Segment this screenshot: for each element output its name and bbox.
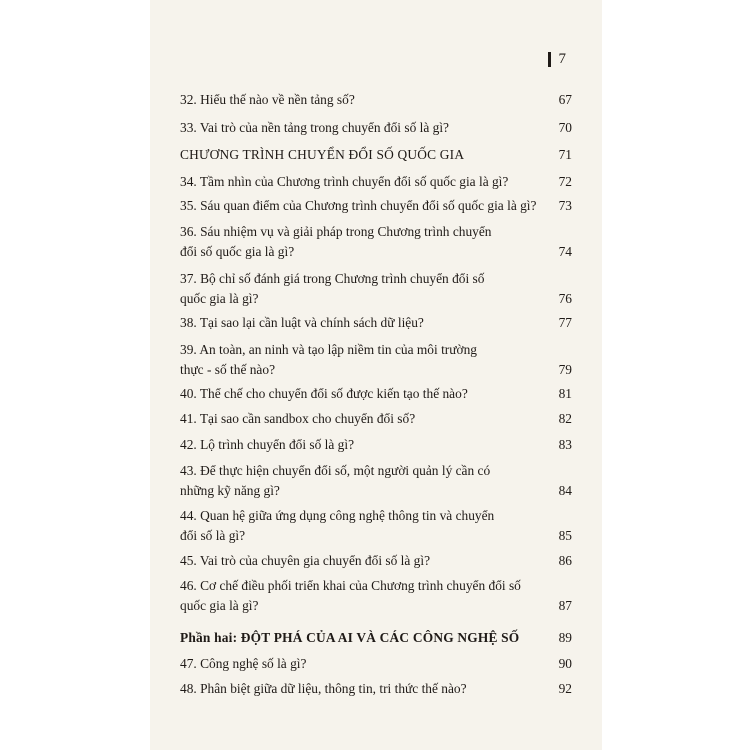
toc-entry (180, 90, 572, 110)
toc-entry (180, 435, 572, 455)
toc-entry-page: 76 (558, 291, 572, 306)
toc-entry-page: 89 (558, 630, 572, 645)
toc-entry (180, 172, 572, 192)
toc-entry-page: 81 (558, 386, 572, 401)
toc-entry-title: 46. Cơ chế điều phối triển khai của Chương trình chuyển đổi số quốc gia là gì? (180, 578, 521, 613)
toc-entry-page: 82 (558, 411, 572, 426)
toc-entry (180, 551, 572, 571)
page-number-text: 7 (558, 51, 566, 67)
toc-entry-title: Phần hai: ĐỘT PHÁ CỦA AI VÀ CÁC CÔNG NGHỆ SỐ (180, 630, 520, 645)
toc-entry-page: 72 (558, 174, 572, 189)
toc-entry (180, 506, 572, 546)
toc-entry (180, 384, 572, 404)
toc-entry (180, 654, 572, 674)
toc-entry-title: 42. Lộ trình chuyển đổi số là gì? (180, 437, 355, 452)
toc-entry-page: 85 (558, 528, 572, 543)
toc-entry-page: 70 (558, 120, 572, 135)
toc-entry-page: 84 (558, 483, 572, 498)
toc-entry-title: 34. Tầm nhìn của Chương trình chuyển đổi số quốc gia là gì? (180, 174, 509, 189)
toc-entry (180, 118, 572, 138)
toc-entry-page: 92 (558, 681, 572, 696)
toc-entry-title: 48. Phân biệt giữa dữ liệu, thông tin, tri thức thế nào? (180, 681, 467, 696)
toc-entry-title: 32. Hiểu thế nào về nền tảng số? (180, 92, 355, 107)
toc-entry-title: 43. Để thực hiện chuyển đổi số, một người quản lý cần có những kỹ năng gì? (180, 463, 491, 498)
toc-entry-page: 90 (558, 656, 572, 671)
toc-entry (180, 313, 572, 333)
toc-section-heading (180, 145, 572, 165)
toc-entry-page: 74 (558, 244, 572, 259)
toc-entry (180, 461, 572, 501)
toc-entry-title: 40. Thể chế cho chuyển đổi số được kiến tạo thế nào? (180, 386, 468, 401)
toc-entry-page: 79 (558, 362, 572, 377)
toc-entry-title: 41. Tại sao cần sandbox cho chuyển đổi số? (180, 411, 416, 426)
toc-entry-page: 83 (558, 437, 572, 452)
toc-entry-page: 87 (558, 598, 572, 613)
toc-entry-title: 37. Bộ chỉ số đánh giá trong Chương trình chuyển đổi số quốc gia là gì? (180, 271, 485, 306)
toc-entry-page: 86 (558, 553, 572, 568)
toc-entry-title: CHƯƠNG TRÌNH CHUYỂN ĐỔI SỐ QUỐC GIA (180, 147, 465, 162)
page-number-bar (548, 52, 551, 67)
toc-entry-title: 44. Quan hệ giữa ứng dụng công nghệ thông tin và chuyển đổi số là gì? (180, 508, 495, 543)
toc-entry (180, 269, 572, 309)
toc-entry-title: 45. Vai trò của chuyên gia chuyển đổi số là gì? (180, 553, 431, 568)
toc-entry-page: 73 (558, 198, 572, 213)
toc-entry (180, 196, 572, 216)
toc-entry-title: 36. Sáu nhiệm vụ và giải pháp trong Chương trình chuyển đổi số quốc gia là gì? (180, 224, 492, 259)
toc-entry-page: 77 (558, 315, 572, 330)
toc-entry-title: 47. Công nghệ số là gì? (180, 656, 307, 671)
toc-entry-title: 39. An toàn, an ninh và tạo lập niềm tin của môi trường thực - số thế nào? (180, 342, 477, 377)
toc-entry-page: 67 (558, 92, 572, 107)
toc-entry-title: 35. Sáu quan điểm của Chương trình chuyển đổi số quốc gia là gì? (180, 198, 537, 213)
page-number (548, 51, 567, 68)
toc-entry (180, 340, 572, 380)
toc-entry (180, 679, 572, 699)
toc-entry (180, 576, 572, 616)
toc-entry-title: 33. Vai trò của nền tảng trong chuyển đổi số là gì? (180, 120, 449, 135)
toc-entry-page: 71 (558, 147, 572, 162)
toc-entry-title: 38. Tại sao lại cần luật và chính sách dữ liệu? (180, 315, 424, 330)
toc-part-heading (180, 628, 572, 648)
book-page (150, 0, 602, 750)
toc-entry (180, 222, 572, 262)
toc-entry (180, 409, 572, 429)
